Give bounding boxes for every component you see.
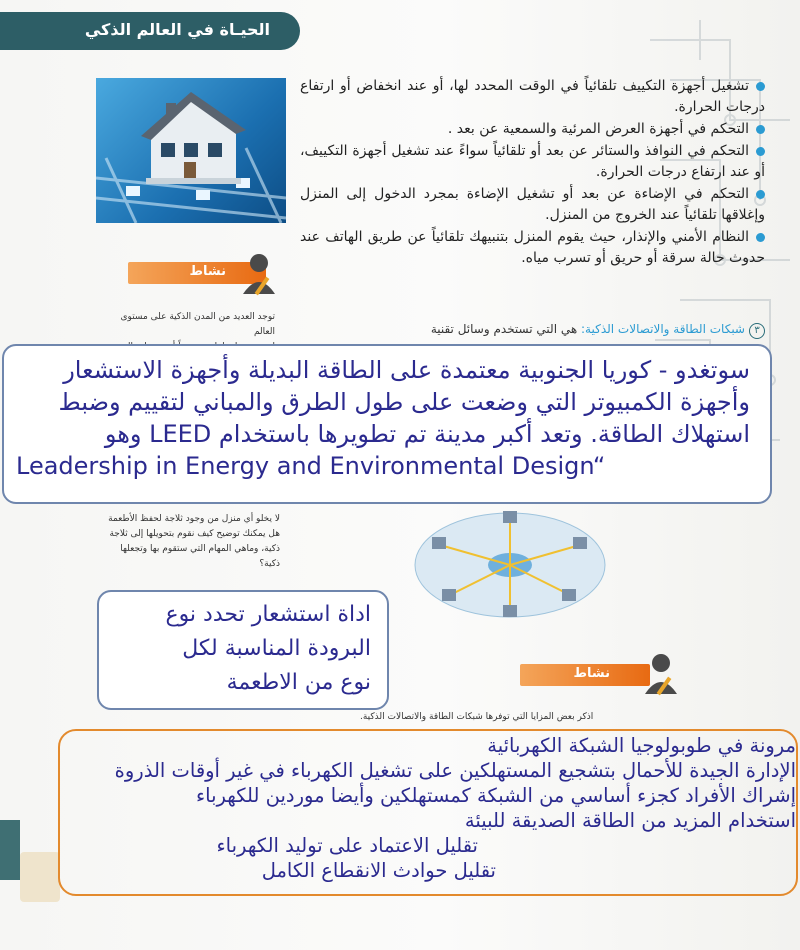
bullet-icon [756,233,765,242]
person-pencil-icon [238,250,280,296]
activity-banner-2: نشاط [520,664,650,686]
grid-advantages-text: مرونة في طوبولوجيا الشبكة الكهربائية الإدارة الجيدة للأحمال بتشجيع المستهلكين على تشغيل الكهرباء في غير أوقات الذروة إشراك الأفراد كجزء أساسي من الشبكة كمستهلكين وأيضا موردين للكهرباء استخدام المزيد من الطاقة الصديقة للبيئة تقليل الاعتماد على توليد الكهرباء تقليل حوادث الانقطاع الكامل [114,734,796,882]
activity-text-2: لا يخلو أي منزل من وجود ثلاجة لحفظ الأطعمة هل يمكنك توضيح كيف نقوم بتحويلها إلى ثلاجة ذكية، وماهي المهام التي ستقوم بها وتجعلها ذكية؟ [108,514,280,569]
house-illustration [96,78,286,223]
header-title: الحيـاة في العالم الذكي [84,20,270,39]
list-item: التحكم في أجهزة العرض المرئية والسمعية عن بعد . [300,119,765,140]
activity-text-1: توجد العديد من المدن الذكية على مستوى العالم [120,312,275,337]
note-box-songdo: سوتغدو - كوريا الجنوبية معتمدة على الطاقة البديلة وأجهزة الاستشعار وأجهزة الكمبيوتر التي وضعت على طول الطرق والمباني لتقييم وضبط استهلاك الطاقة. وتعد أكبر مدينة تم تطويرها باستخدام LEED وهو Leadership in Energy and Environmental Design“ [2,344,772,504]
bullet-icon [756,190,765,199]
activity-caption: اذكر بعض المزايا التي توفرها شبكات الطاقة والاتصالات الذكية. [360,712,594,722]
note-box-fridge: اداة استشعار تحدد نوع البرودة المناسبة لكل نوع من الاطعمة [97,590,389,710]
list-item: التحكم في النوافذ والستائر عن بعد أو تلقائياً سواءً عند تشغيل أجهزة التكييف، أو عند ارتفاع درجات الحرارة. [300,143,765,180]
bullet-icon [756,82,765,91]
list-item: التحكم في الإضاءة عن بعد أو تشغيل الإضاءة بمجرد الدخول إلى المنزل وإغلاقها تلقائياً عند الخروج من المنزل. [300,186,765,223]
bullet-icon [756,147,765,156]
person-pencil-icon [640,650,682,696]
section-number: ٣ [749,323,765,339]
smart-home-features-list [300,76,765,270]
bullet-icon [756,125,765,134]
list-item: النظام الأمني والإنذار، حيث يقوم المنزل بتنبيهك تلقائياً عن طريق الهاتف عند حدوث حالة سرقة أو حريق أو تسرب مياه. [300,229,765,266]
list-item: تشغيل أجهزة التكييف تلقائياً في الوقت المحدد لها، أو عند انخفاض أو ارتفاع درجات الحرارة. [300,78,765,115]
section-3-heading: ٣شبكات الطاقة والاتصالات الذكية: هي التي تستخدم وسائل تقنية [420,322,765,339]
smart-house-image [96,78,286,223]
smart-grid-illustration [410,505,610,625]
section-header [0,12,300,50]
activity-banner: نشاط [128,262,266,284]
